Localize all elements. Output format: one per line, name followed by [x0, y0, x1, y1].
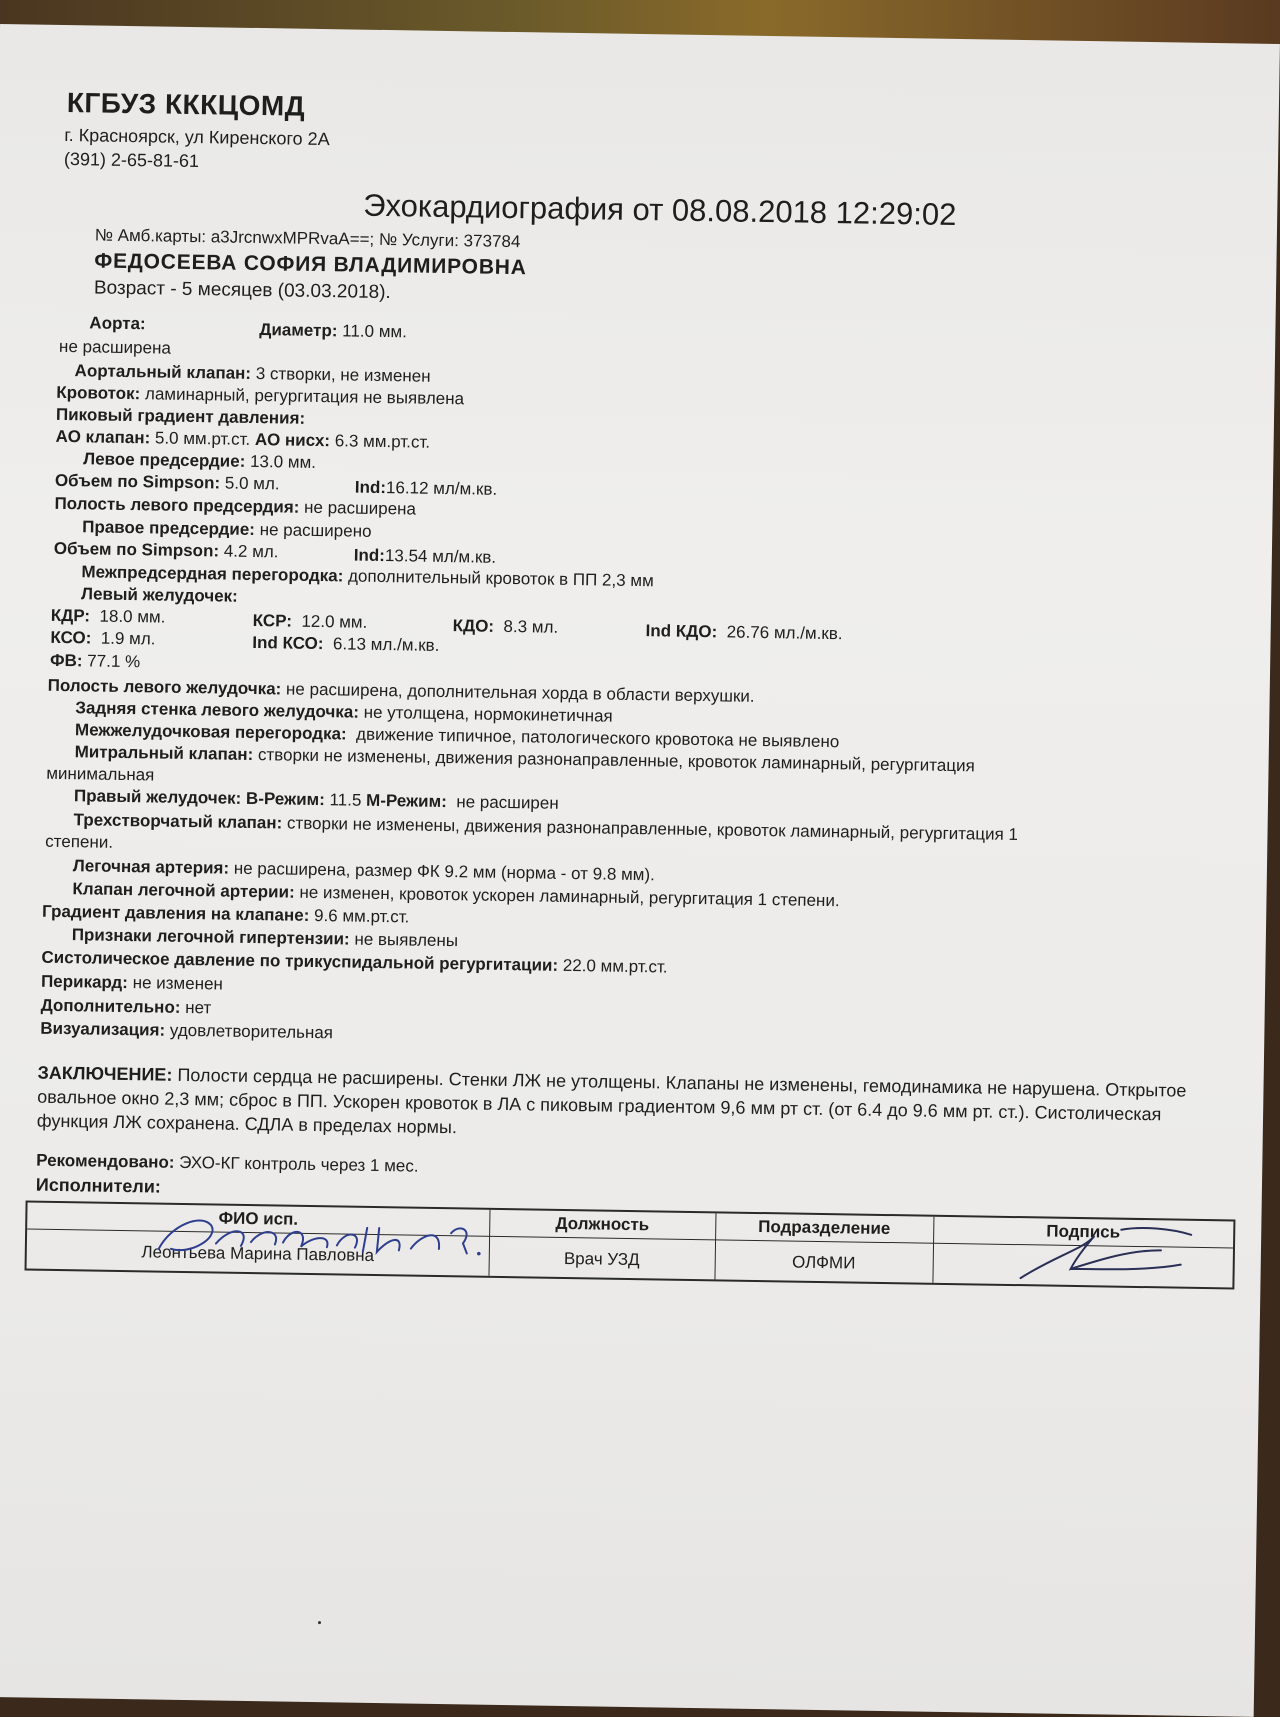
- flow-row: Кровоток: ламинарный, регургитация не выявлена: [56, 382, 465, 409]
- la-index: Ind:16.12 мл/м.кв.: [354, 477, 498, 499]
- organization-address: г. Красноярск, ул Киренского 2А: [64, 124, 330, 150]
- ksr-cell: КСР: 12.0 мм.: [252, 610, 368, 632]
- lv-heading: Левый желудочек:: [80, 584, 238, 606]
- aortic-valve-row: Аортальный клапан: 3 створки, не изменен: [74, 361, 431, 386]
- diameter-row: Диаметр: 11.0 мм.: [259, 320, 408, 342]
- sdla-row: Систолическое давление по трикуспидальной регургитации: 22.0 мм.рт.ст.: [41, 947, 668, 977]
- card-number-line: № Амб.карты: a3JrcnwxMPRvaA==; № Услуги: 373784: [94, 225, 521, 252]
- signature-stroke: [1021, 1226, 1192, 1281]
- lv-wall-row: Задняя стенка левого желудочка: не утолщена, нормокинетичная: [75, 698, 613, 726]
- conclusion-text: Полости сердца не расширены. Стенки ЛЖ не утолщены. Клапаны не изменены, гемодинамика не нарушена. Открытое овальное окно 2,3 мм; сброс в ПП. Ускорен кровоток в ЛА с пиковым градиентом 9,6 мм рт ст. (от 6.4 до 9.6 мм рт. ст.). Систолическая функция ЛЖ сохранена. СДЛА в пределах нормы.: [36, 1064, 1187, 1138]
- performers-label: Исполнители:: [35, 1174, 162, 1197]
- ind-kso-cell: Ind КСО: 6.13 мл./м.кв.: [252, 632, 440, 655]
- tricuspid-row: Трехстворчатый клапан: створки не изменены, движения разнонаправленные, кровоток ламинарный, регургитация 1: [73, 810, 1019, 845]
- performer-name: Леонтьева Марина Павловна: [141, 1242, 375, 1265]
- aorta-row: Аорта:: [89, 313, 146, 334]
- header-signature: Подпись: [1046, 1221, 1121, 1242]
- right-atrium-row: Правое предсердие: не расширено: [82, 517, 372, 541]
- extra-row: Дополнительно: нет: [40, 995, 212, 1018]
- recommendation-row: Рекомендовано: ЭХО-КГ контроль через 1 мес.: [36, 1150, 419, 1176]
- la-cavity-row: Полость левого предсердия: не расширена: [54, 493, 417, 519]
- organization-phone: (391) 2-65-81-61: [63, 148, 200, 172]
- document-sheet: [0, 24, 1280, 1717]
- handwritten-name-dot: [477, 1252, 481, 1256]
- paper-speck: [318, 1621, 321, 1624]
- pa-row: Легочная артерия: не расширена, размер ФК 9.2 мм (норма - от 9.8 мм).: [72, 856, 655, 885]
- ivs-row: Межжелудочковая перегородка: движение типичное, патологического кровотока не выявлено: [74, 720, 840, 752]
- pericard-row: Перикард: не изменен: [40, 971, 224, 994]
- kdo-cell: КДО: 8.3 мл.: [452, 616, 559, 637]
- performer-position: Врач УЗД: [563, 1248, 640, 1270]
- mitral-row-cont: минимальная: [46, 763, 155, 785]
- header-fio: ФИО исп.: [218, 1208, 299, 1229]
- gradient-row: Градиент давления на клапане: 9.6 мм.рт.ст.: [41, 901, 410, 927]
- document-content: [0, 24, 1280, 1444]
- patient-name: ФЕДОСЕЕВА СОФИЯ ВЛАДИМИРОВНА: [94, 249, 527, 280]
- ra-simpson-row: Объем по Simpson: 4.2 мл.: [53, 538, 279, 562]
- kso-cell: КСО: 1.9 мл.: [50, 627, 156, 649]
- handwritten-name-stroke: [159, 1220, 467, 1255]
- conclusion-block: [37, 1061, 1218, 1152]
- rv-row: Правый желудочек: В-Режим: 11.5 М-Режим: не расширен: [73, 786, 559, 813]
- aorta-value: не расширена: [58, 336, 172, 358]
- peak-gradient-heading: Пиковый градиент давления:: [55, 404, 306, 428]
- ind-kdo-cell: Ind КДО: 26.76 мл./м.кв.: [645, 621, 843, 644]
- conclusion-label: ЗАКЛЮЧЕНИЕ:: [37, 1062, 173, 1085]
- performer-department: ОЛФМИ: [791, 1252, 856, 1273]
- signature-icon: [1010, 1218, 1211, 1291]
- la-simpson-row: Объем по Simpson: 5.0 мл.: [54, 470, 280, 494]
- fv-cell: ФВ: 77.1 %: [49, 650, 141, 672]
- mitral-row: Митральный клапан: створки не изменены, движения разнонаправленные, кровоток ламинарный, регургитация: [74, 742, 975, 776]
- lv-cavity-row: Полость левого желудочка: не расширена, дополнительная хорда в области верхушки.: [47, 675, 755, 706]
- visualization-row: Визуализация: удовлетворительная: [40, 1018, 334, 1043]
- ias-row: Межпредсердная перегородка: дополнительный кровоток в ПП 2,3 мм: [81, 562, 654, 591]
- handwritten-name: [141, 1204, 522, 1274]
- ao-gradients-row: АО клапан: 5.0 мм.рт.ст. АО нисх: 6.3 мм.рт.ст.: [55, 426, 431, 452]
- organization-name: КГБУЗ КККЦОМД: [66, 87, 306, 122]
- tricuspid-row-cont: степени.: [45, 831, 114, 852]
- ra-index: Ind:13.54 мл/м.кв.: [353, 545, 497, 567]
- pa-valve-row: Клапан легочной артерии: не изменен, кровоток ускорен ламинарный, регургитация 1 степени.: [72, 879, 840, 911]
- ph-row: Признаки легочной гипертензии: не выявлены: [71, 925, 459, 951]
- header-position: Должность: [555, 1213, 650, 1235]
- header-department: Подразделение: [758, 1217, 891, 1239]
- document-title: Эхокардиография от 08.08.2018 12:29:02: [363, 187, 957, 232]
- patient-age: Возраст - 5 месяцев (03.03.2018).: [93, 277, 391, 304]
- left-atrium-row: Левое предсердие: 13.0 мм.: [83, 449, 317, 472]
- kdr-cell: КДР: 18.0 мм.: [50, 605, 166, 627]
